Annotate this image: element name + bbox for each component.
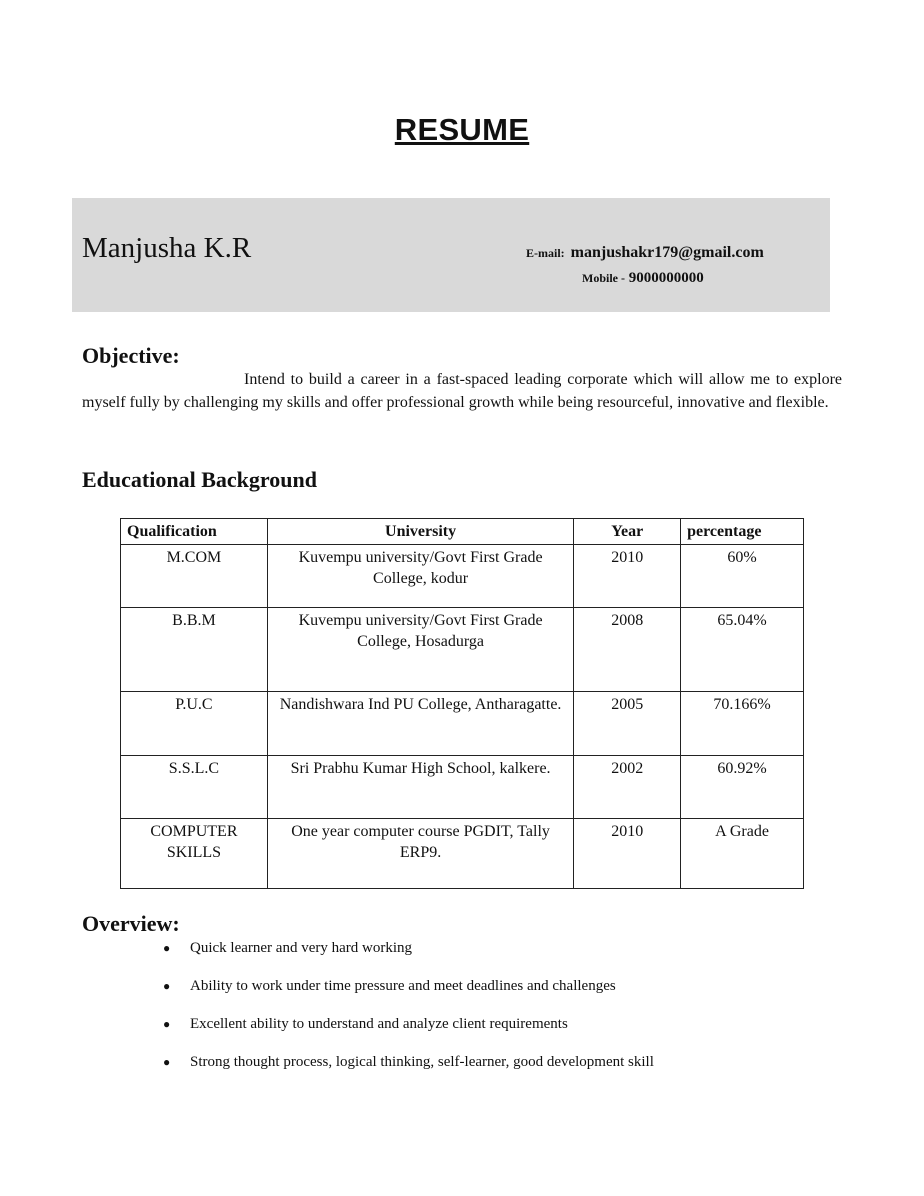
university-cell: One year computer course PGDIT, Tally ERP9. [267,819,573,889]
list-item-text: Ability to work under time pressure and meet deadlines and challenges [190,978,616,994]
column-header: Year [574,519,681,545]
list-item [163,1014,654,1052]
table-header-row [121,519,804,545]
bullet-icon: ● [163,979,171,993]
percentage-cell: A Grade [681,819,804,889]
mobile-value: 9000000000 [628,270,704,286]
percentage-cell: 70.166% [681,692,804,756]
year-cell: 2008 [574,608,681,692]
column-header: Qualification [121,519,268,545]
overview-list [163,938,654,1090]
list-item-text: Strong thought process, logical thinking, self-learner, good development skill [190,1054,654,1070]
table-row [121,545,804,608]
bullet-icon: ● [163,941,171,955]
table-row [121,819,804,889]
year-cell: 2005 [574,692,681,756]
list-item-text: Quick learner and very hard working [190,940,412,956]
university-cell: Sri Prabhu Kumar High School, kalkere. [267,756,573,819]
email-line [526,244,764,262]
table-row [121,608,804,692]
resume-title: RESUME [394,112,530,147]
qualification-cell: B.B.M [121,608,268,692]
candidate-name: Manjusha K.R [82,232,252,264]
objective-text: Intend to build a career in a fast-spaced leading corporate which will allow me to explore myself fully by challenging my skills and offer professional growth while being resourceful, innovative and flexible. [82,371,842,411]
qualification-cell: P.U.C [121,692,268,756]
table-row [121,692,804,756]
table-row [121,756,804,819]
year-cell: 2010 [574,545,681,608]
email-label: E-mail: [526,246,565,260]
university-cell: Kuvempu university/Govt First Grade College, Hosadurga [267,608,573,692]
column-header: percentage [681,519,804,545]
percentage-cell: 60.92% [681,756,804,819]
education-heading: Educational Background [82,467,317,492]
bullet-icon: ● [163,1055,171,1069]
qualification-cell: M.COM [121,545,268,608]
percentage-cell: 60% [681,545,804,608]
mobile-label: Mobile - [582,271,625,285]
year-cell: 2010 [574,819,681,889]
qualification-cell: COMPUTER SKILLS [121,819,268,889]
list-item [163,976,654,1014]
list-item-text: Excellent ability to understand and analyze client requirements [190,1016,568,1032]
education-table [120,518,804,889]
year-cell: 2002 [574,756,681,819]
mobile-line [582,270,704,287]
bullet-icon: ● [163,1017,171,1031]
list-item [163,938,654,976]
list-item [163,1052,654,1090]
column-header: University [267,519,573,545]
overview-heading: Overview: [82,911,180,936]
email-value: manjushakr179@gmail.com [570,244,764,261]
objective-heading: Objective: [82,343,180,368]
university-cell: Nandishwara Ind PU College, Antharagatte. [267,692,573,756]
qualification-cell: S.S.L.C [121,756,268,819]
university-cell: Kuvempu university/Govt First Grade College, kodur [267,545,573,608]
percentage-cell: 65.04% [681,608,804,692]
